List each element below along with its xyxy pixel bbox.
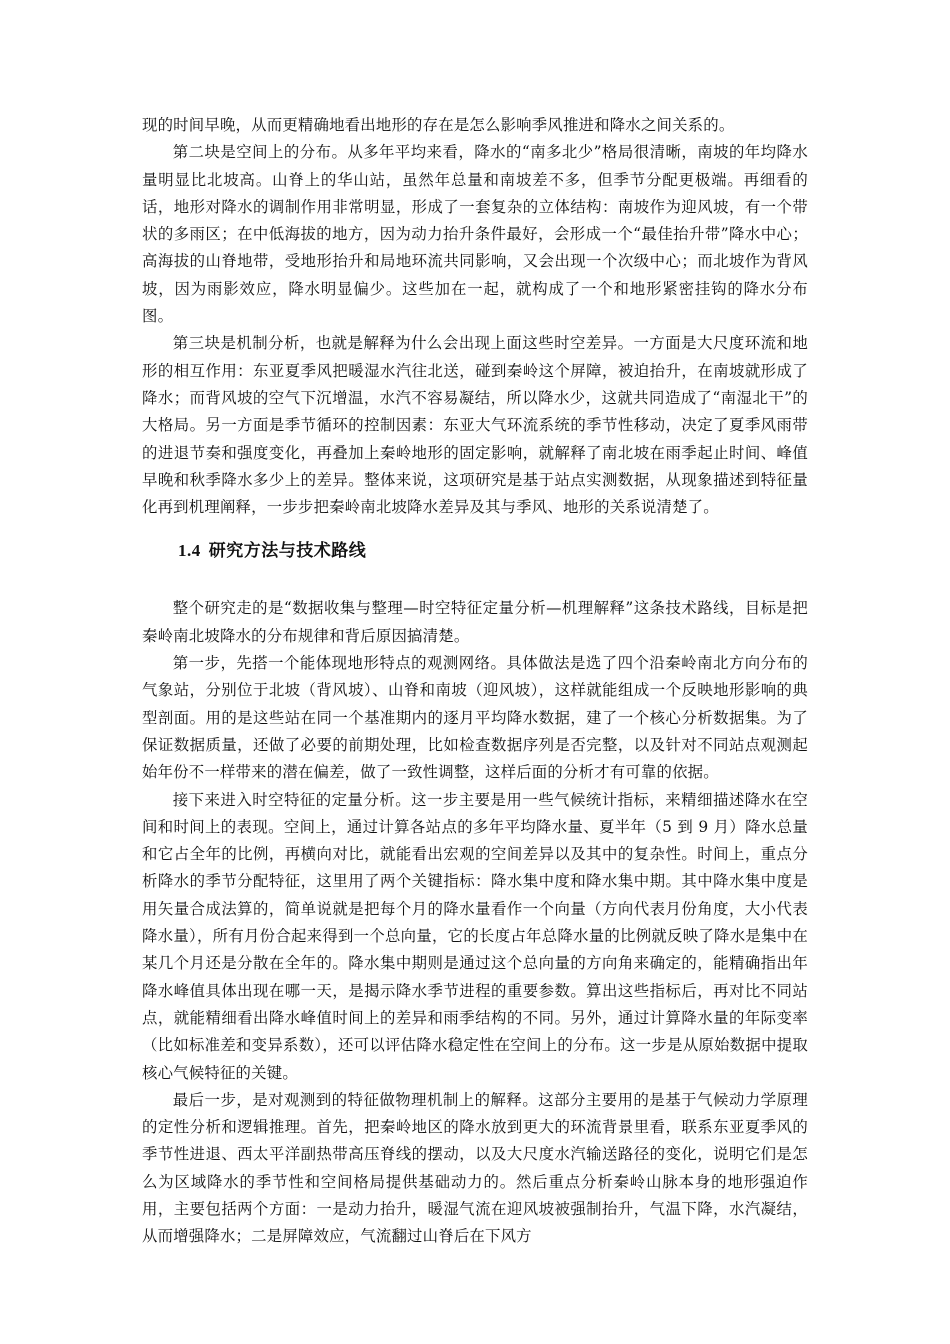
paragraph-mechanism-analysis: 第三块是机制分析，也就是解释为什么会出现上面这些时空差异。一方面是大尺度环流和地形的相互作用：东亚夏季风把暖湿水汽往北送，碰到秦岭这个屏障，被迫抬升，在南坡就形成了降水；而背风坡的空气下沉增温，水汽不容易凝结，所以降水少，这就共同造成了“南湿北干”的大格局。另一方面是季节循环的控制因素：东亚大气环流系统的季节性移动，决定了夏季风雨带的进退节奏和强度变化，再叠加上秦岭地形的固定影响，就解释了南北坡在雨季起止时间、峰值早晚和秋季降水多少上的差异。整体来说，这项研究是基于站点实测数据，从现象描述到特征量化再到机理阐释，一步步把秦岭南北坡降水差异及其与季风、地形的关系说清楚了。 (142, 334, 808, 517)
paragraph-step-one: 第一步，先搭一个能体现地形特点的观测网络。具体做法是选了四个沿秦岭南北方向分布的气象站，分别位于北坡（背风坡）、山脊和南坡（迎风坡），这样就能组成一个反映地形影响的典型剖面。用的是这些站在同一个基准期内的逐月平均降水数据，建了一个核心分析数据集。为了保证数据质量，还做了必要的前期处理，比如检查数据序列是否完整，以及针对不同站点观测起始年份不一样带来的潜在偏差，做了一致性调整，这样后面的分析才有可靠的依据。 (142, 654, 808, 782)
paragraph-continuation: 现的时间早晚，从而更精确地看出地形的存在是怎么影响季风推进和降水之间关系的。 (142, 116, 735, 134)
section-title: 研究方法与技术路线 (208, 541, 367, 562)
section-number: 1.4 (178, 541, 201, 561)
document-page (142, 112, 808, 1251)
paragraph-step-two: 接下来进入时空特征的定量分析。这一步主要是用一些气候统计指标，来精细描述降水在空间和时间上的表现。空间上，通过计算各站点的多年平均降水量、夏半年（5 到 9 月）降水总量和它占全年的比例，再横向对比，就能看出宏观的空间差异以及其中的复杂性。时间上，重点分析降水的季节分配特征，这里用了两个关键指标：降水集中度和降水集中期。其中降水集中度是用矢量合成法算的，简单说就是把每个月的降水量看作一个向量（方向代表月份角度，大小代表降水量），所有月份合起来得到一个总向量，它的长度占年总降水量的比例就反映了降水是集中在某几个月还是分散在全年的。降水集中期则是通过这个总向量的方向角来确定的，能精确指出年降水峰值具体出现在哪一天，是揭示降水季节进程的重要参数。算出这些指标后，再对比不同站点，就能精细看出降水峰值时间上的差异和雨季结构的不同。另外，通过计算降水量的年际变率（比如标准差和变异系数），还可以评估降水稳定性在空间上的分布。这一步是从原始数据中提取核心气候特征的关键。 (142, 790, 808, 1082)
section-heading (142, 537, 808, 565)
paragraph-technical-route: 整个研究走的是“数据收集与整理—时空特征定量分析—机理解释”这条技术路线，目标是把秦岭南北坡降水的分布规律和背后原因搞清楚。 (142, 599, 808, 645)
paragraph-final-step: 最后一步，是对观测到的特征做物理机制上的解释。这部分主要用的是基于气候动力学原理的定性分析和逻辑推理。首先，把秦岭地区的降水放到更大的环流背景里看，联系东亚夏季风的季节性进退、西太平洋副热带高压脊线的摆动，以及大尺度水汽输送路径的变化，说明它们是怎么为区域降水的季节性和空间格局提供基础动力的。然后重点分析秦岭山脉本身的地形强迫作用，主要包括两个方面：一是动力抬升，暖湿气流在迎风坡被强制抬升，气温下降，水汽凝结，从而增强降水；二是屏障效应，气流翻过山脊后在下风方 (142, 1090, 808, 1246)
paragraph-spatial-distribution: 第二块是空间上的分布。从多年平均来看，降水的“南多北少”格局很清晰，南坡的年均降水量明显比北坡高。山脊上的华山站，虽然年总量和南坡差不多，但季节分配更极端。再细看的话，地形对降水的调制作用非常明显，形成了一套复杂的立体结构：南坡作为迎风坡，有一个带状的多雨区；在中低海拔的地方，因为动力抬升条件最好，会形成一个“最佳抬升带”降水中心；高海拔的山脊地带，受地形抬升和局地环流共同影响，又会出现一个次级中心；而北坡作为背风坡，因为雨影效应，降水明显偏少。这些加在一起，就构成了一个和地形紧密挂钩的降水分布图。 (142, 143, 808, 326)
